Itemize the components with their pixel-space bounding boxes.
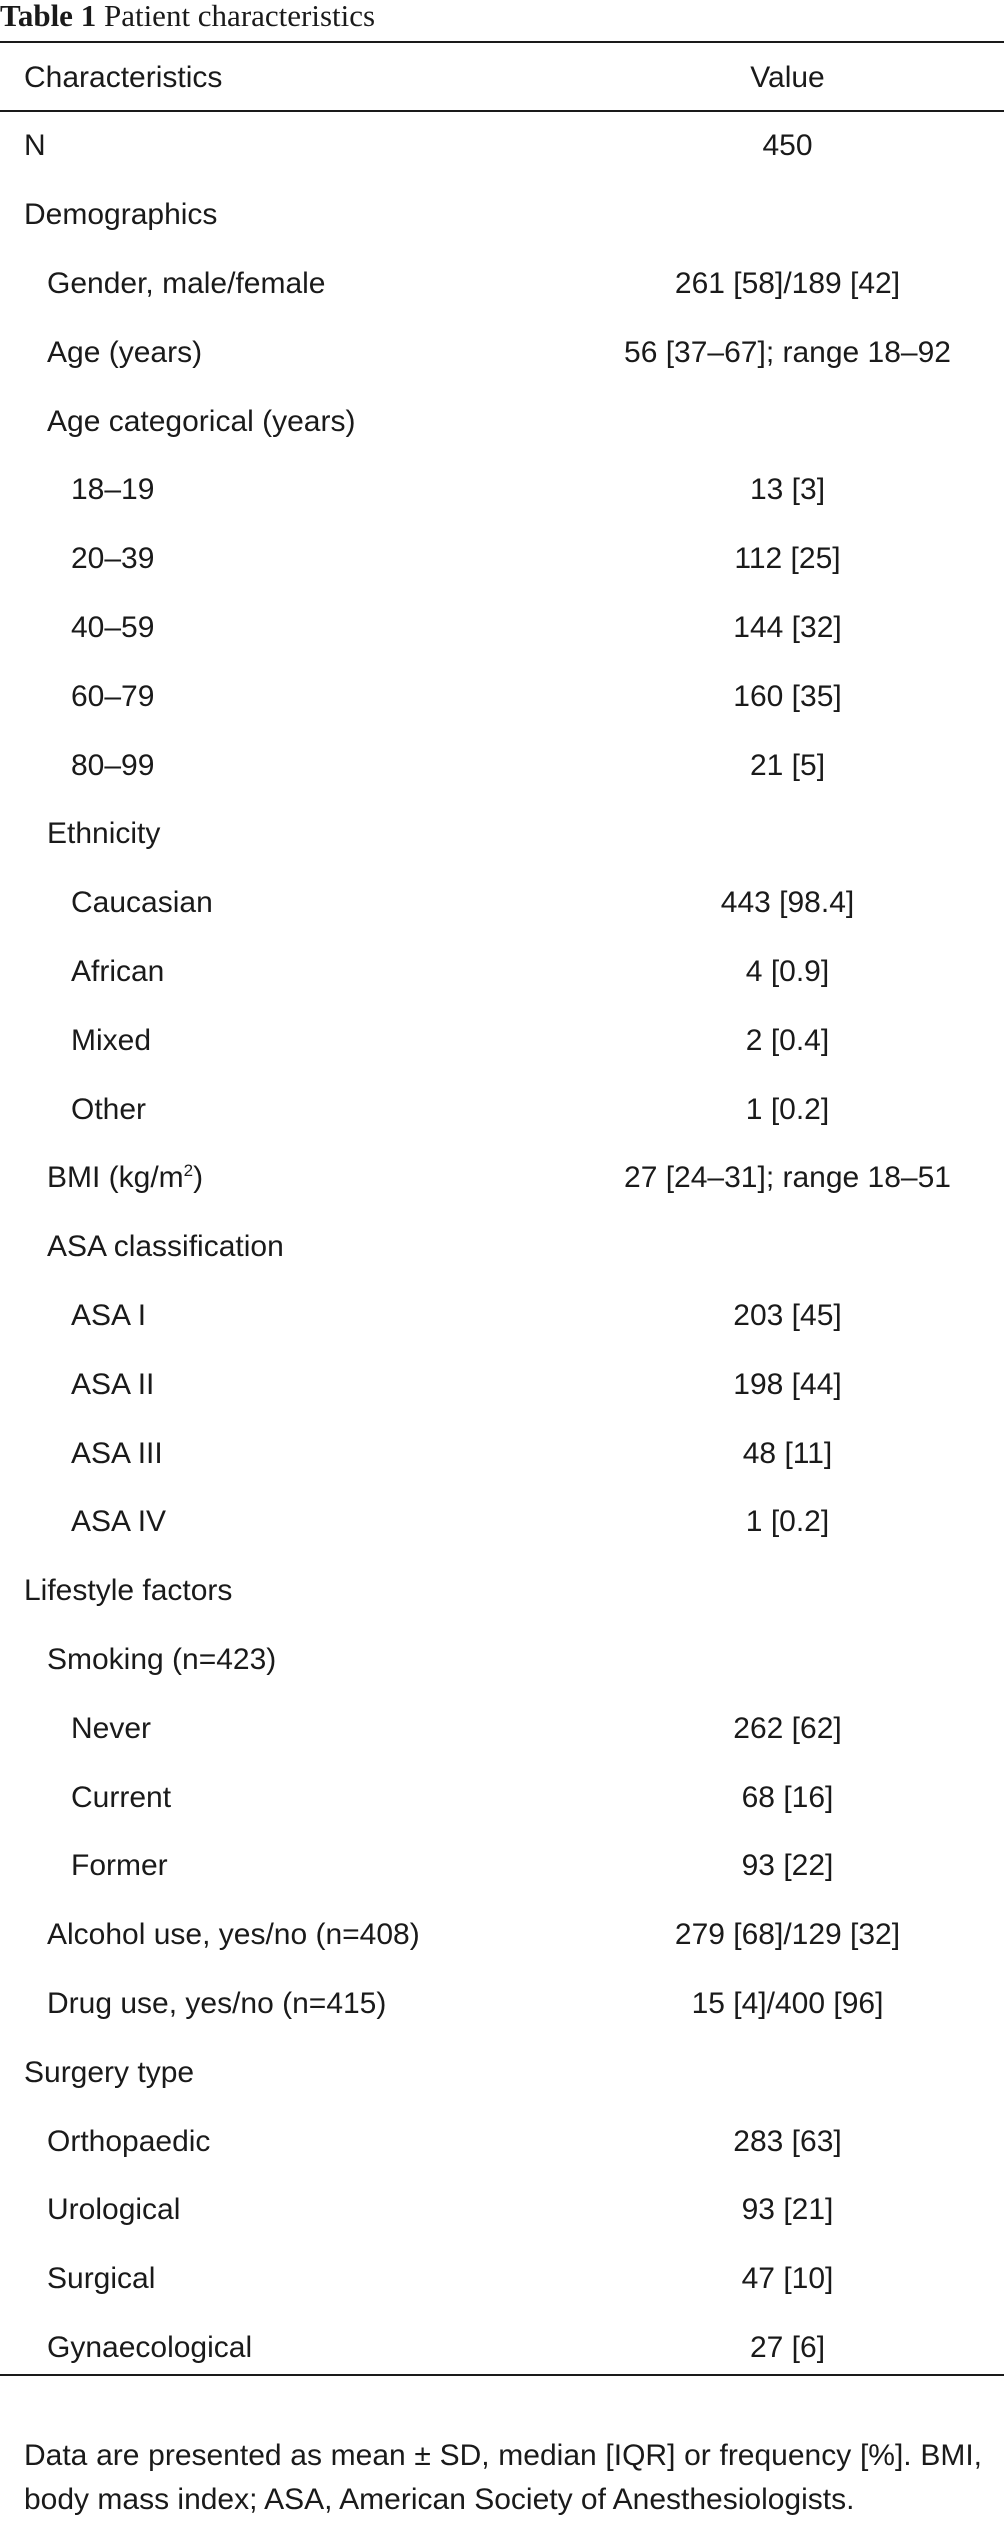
row-label <box>0 1144 571 1213</box>
row-label-text: 40–59 <box>71 610 155 644</box>
row-label <box>0 662 571 731</box>
row-label <box>0 1350 571 1419</box>
table-row <box>0 1832 1004 1901</box>
row-value: 283 [63] <box>733 2124 842 2158</box>
table-row <box>0 2314 1004 2383</box>
row-label-text: Surgery type <box>24 2055 195 2089</box>
table-row <box>0 662 1004 731</box>
row-label-text: Alcohol use, yes/no (n=408) <box>47 1918 420 1952</box>
row-value: 112 [25] <box>734 542 841 576</box>
bottom-rule <box>0 2374 1004 2376</box>
header-row <box>0 43 1004 112</box>
row-value: 261 [58]/189 [42] <box>674 266 901 300</box>
table-row <box>0 1694 1004 1763</box>
row-label <box>0 869 571 938</box>
row-label <box>0 1832 571 1901</box>
row-label <box>0 1763 571 1832</box>
table-row <box>0 1488 1004 1557</box>
row-value: 1 [0.2] <box>745 1505 830 1539</box>
row-value: 4 [0.9] <box>745 954 830 988</box>
row-label-text: Age (years) <box>47 335 203 369</box>
header-characteristics: Characteristics <box>24 60 223 94</box>
table-row <box>0 1626 1004 1695</box>
row-value: 13 [3] <box>749 473 826 507</box>
row-label-text: Urological <box>47 2193 181 2227</box>
row-label-text: Gynaecological <box>47 2330 253 2364</box>
table-row <box>0 1763 1004 1832</box>
patient-characteristics-table <box>0 43 1004 2382</box>
row-label-text: Never <box>71 1711 152 1745</box>
row-label <box>0 1006 571 1075</box>
table-row <box>0 456 1004 525</box>
row-label-text: 18–19 <box>71 473 155 507</box>
row-value: 93 [21] <box>741 2193 834 2227</box>
row-value: 203 [45] <box>733 1298 842 1332</box>
row-label <box>0 1488 571 1557</box>
header-rule <box>0 110 1004 112</box>
row-label-text: Gender, male/female <box>47 266 326 300</box>
row-label <box>0 2176 571 2245</box>
row-label <box>0 800 571 869</box>
row-value <box>571 181 1004 250</box>
row-value: 21 [5] <box>749 748 826 782</box>
row-label-text: Surgical <box>47 2262 156 2296</box>
table-row <box>0 1213 1004 1282</box>
table-footnote: Data are presented as mean ± SD, median [IQR] or frequency [%]. BMI, body mass index; ASA, American Society of Anesthesiologists. <box>24 2439 982 2516</box>
row-label-text: BMI (kg/m <box>47 1161 184 1195</box>
row-value: 47 [10] <box>741 2262 834 2296</box>
table-row <box>0 1350 1004 1419</box>
row-label <box>0 1901 571 1970</box>
row-label-text: Drug use, yes/no (n=415) <box>47 1986 387 2020</box>
row-label <box>0 181 571 250</box>
row-label <box>0 731 571 800</box>
row-value: 93 [22] <box>741 1849 834 1883</box>
row-label-text: African <box>71 954 165 988</box>
row-value <box>571 2038 1004 2107</box>
row-value: 48 [11] <box>742 1436 833 1470</box>
row-label-text: Current <box>71 1780 172 1814</box>
row-label-text: Orthopaedic <box>47 2124 211 2158</box>
table-row <box>0 2176 1004 2245</box>
table-body <box>0 112 1004 2382</box>
row-value: 27 [24–31]; range 18–51 <box>624 1161 951 1195</box>
table-row <box>0 1557 1004 1626</box>
table-row <box>0 1006 1004 1075</box>
row-value <box>571 1626 1004 1695</box>
row-label <box>0 1694 571 1763</box>
row-label <box>0 250 571 319</box>
row-label <box>0 2314 571 2383</box>
table-row <box>0 731 1004 800</box>
row-label <box>0 1282 571 1351</box>
row-value: 144 [32] <box>733 610 842 644</box>
row-label <box>0 387 571 456</box>
table-row <box>0 938 1004 1007</box>
row-value: 450 <box>762 129 813 163</box>
table-title: Patient characteristics <box>103 0 376 33</box>
row-value: 160 [35] <box>733 679 842 713</box>
row-label <box>0 938 571 1007</box>
row-label <box>0 525 571 594</box>
table-row <box>0 2245 1004 2314</box>
row-value <box>571 1213 1004 1282</box>
row-label-text: 60–79 <box>71 679 155 713</box>
table-row <box>0 594 1004 663</box>
table-row <box>0 387 1004 456</box>
row-value <box>571 387 1004 456</box>
row-label <box>0 594 571 663</box>
row-label-text: 80–99 <box>71 748 155 782</box>
row-label-text: Smoking (n=423) <box>47 1642 277 1676</box>
row-value: 198 [44] <box>733 1367 842 1401</box>
row-label-text: Former <box>71 1849 168 1883</box>
row-label-text: ASA III <box>71 1436 163 1470</box>
row-label-text: ASA II <box>71 1367 155 1401</box>
table-row <box>0 250 1004 319</box>
row-value: 262 [62] <box>733 1711 842 1745</box>
table-row <box>0 181 1004 250</box>
row-label <box>0 1626 571 1695</box>
table-row <box>0 318 1004 387</box>
row-label-text: Demographics <box>24 198 218 232</box>
table-row <box>0 1144 1004 1213</box>
row-value: 68 [16] <box>741 1780 834 1814</box>
row-label <box>0 2038 571 2107</box>
row-label-text: ASA IV <box>71 1505 167 1539</box>
table-row <box>0 2107 1004 2176</box>
row-label <box>0 318 571 387</box>
row-label-text: Age categorical (years) <box>47 404 356 438</box>
table-row <box>0 525 1004 594</box>
row-label-suffix: ) <box>193 1161 204 1195</box>
table-row <box>0 869 1004 938</box>
table-row <box>0 112 1004 181</box>
table-row <box>0 800 1004 869</box>
row-label <box>0 2107 571 2176</box>
row-value: 1 [0.2] <box>745 1092 830 1126</box>
row-label <box>0 1213 571 1282</box>
row-label-text: Ethnicity <box>47 817 161 851</box>
row-value: 27 [6] <box>749 2330 826 2364</box>
table-row <box>0 1282 1004 1351</box>
row-label-text: N <box>24 129 46 163</box>
table-row <box>0 1075 1004 1144</box>
table-row <box>0 1419 1004 1488</box>
row-label <box>0 1557 571 1626</box>
row-label <box>0 456 571 525</box>
row-label-text: ASA classification <box>47 1230 284 1264</box>
row-value: 2 [0.4] <box>745 1023 830 1057</box>
row-label-text: 20–39 <box>71 542 155 576</box>
row-label-text: Lifestyle factors <box>24 1574 233 1608</box>
row-value <box>571 800 1004 869</box>
table-row <box>0 1901 1004 1970</box>
row-label-text: Other <box>71 1092 147 1126</box>
row-value: 279 [68]/129 [32] <box>674 1918 901 1952</box>
row-value: 443 [98.4] <box>720 886 855 920</box>
row-label-text: Mixed <box>71 1023 152 1057</box>
table-number: Table 1 <box>0 0 97 33</box>
row-label <box>0 1970 571 2039</box>
row-label-superscript: 2 <box>183 1161 194 1181</box>
row-value: 15 [4]/400 [96] <box>691 1986 884 2020</box>
table-row <box>0 2038 1004 2107</box>
row-label <box>0 2245 571 2314</box>
row-label-text: Caucasian <box>71 886 213 920</box>
row-label <box>0 112 571 181</box>
row-label <box>0 1419 571 1488</box>
row-label-text: ASA I <box>71 1298 147 1332</box>
row-value <box>571 1557 1004 1626</box>
table-row <box>0 1970 1004 2039</box>
header-value: Value <box>750 60 825 94</box>
row-label <box>0 1075 571 1144</box>
table-caption <box>0 0 375 38</box>
row-value: 56 [37–67]; range 18–92 <box>624 335 951 369</box>
